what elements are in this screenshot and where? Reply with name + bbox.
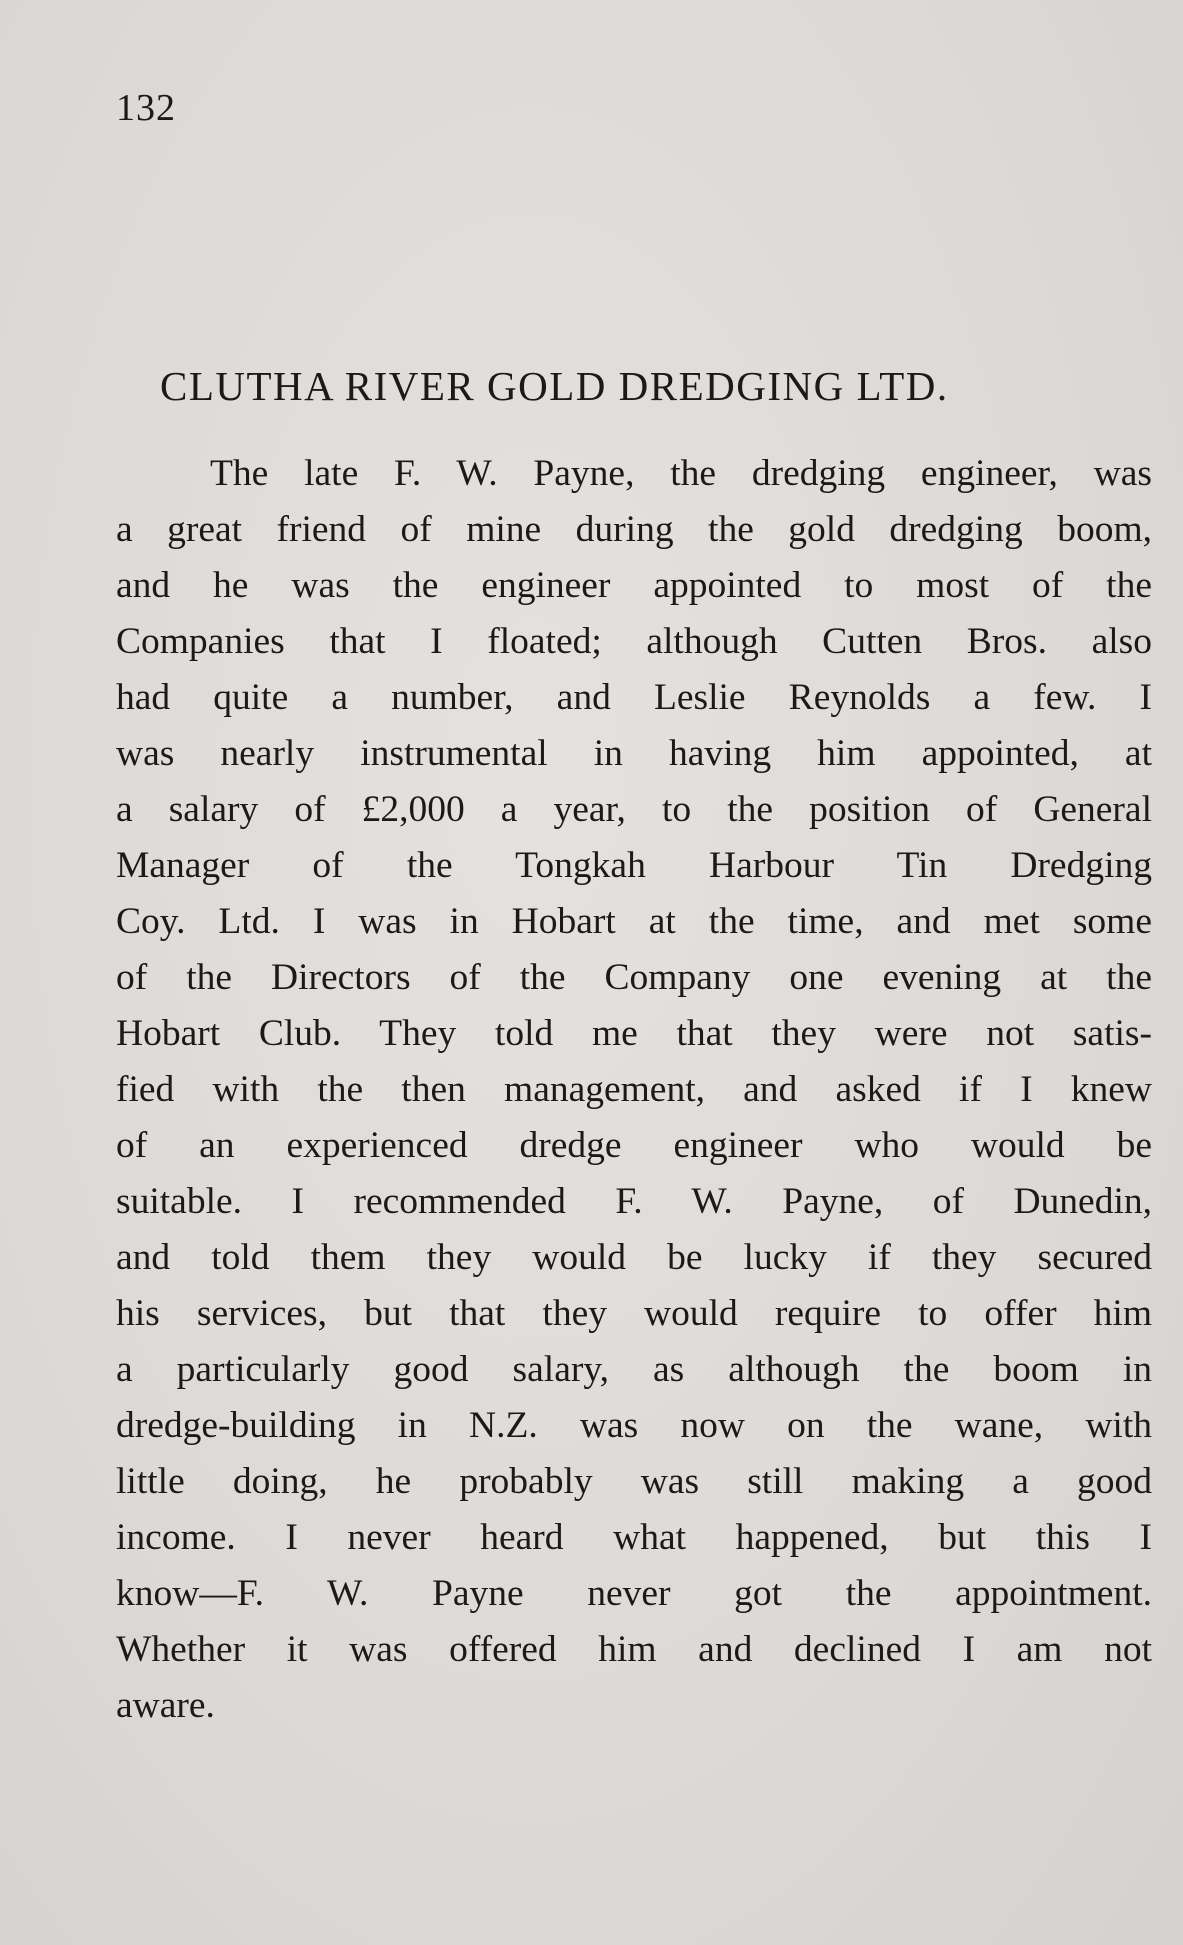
text-line: a particularly good salary, as although the boom in (116, 1349, 1152, 1390)
text-line: fied with the then management, and asked if I knew (116, 1069, 1152, 1110)
text-line: income. I never heard what happened, but this I (116, 1517, 1152, 1558)
page-number: 132 (116, 87, 176, 129)
text-line: Whether it was offered him and declined I am not (116, 1629, 1152, 1670)
text-line: was nearly instrumental in having him appointed, at (116, 733, 1152, 774)
text-line: dredge-building in N.Z. was now on the wane, with (116, 1405, 1152, 1446)
text-line: of the Directors of the Company one evening at the (116, 957, 1152, 998)
text-line: a salary of £2,000 a year, to the position of General (116, 789, 1152, 830)
text-line: suitable. I recommended F. W. Payne, of Dunedin, (116, 1181, 1152, 1222)
text-line: Coy. Ltd. I was in Hobart at the time, and met some (116, 901, 1152, 942)
text-line: Hobart Club. They told me that they were not satis- (116, 1013, 1152, 1054)
text-line: know—F. W. Payne never got the appointment. (116, 1573, 1152, 1614)
text-line: Manager of the Tongkah Harbour Tin Dredging (116, 845, 1152, 886)
body-paragraph (116, 446, 1152, 1734)
text-line: and he was the engineer appointed to most of the (116, 565, 1152, 606)
text-line: aware. (116, 1685, 215, 1726)
chapter-title: CLUTHA RIVER GOLD DREDGING LTD. (160, 363, 949, 409)
text-line: had quite a number, and Leslie Reynolds a few. I (116, 677, 1152, 718)
text-line: The late F. W. Payne, the dredging engineer, was (210, 453, 1152, 494)
text-line: and told them they would be lucky if they secured (116, 1237, 1152, 1278)
text-line: little doing, he probably was still making a good (116, 1461, 1152, 1502)
text-line: his services, but that they would require to offer him (116, 1293, 1152, 1334)
text-line: a great friend of mine during the gold dredging boom, (116, 509, 1152, 550)
text-line: of an experienced dredge engineer who would be (116, 1125, 1152, 1166)
text-line: Companies that I floated; although Cutten Bros. also (116, 621, 1152, 662)
